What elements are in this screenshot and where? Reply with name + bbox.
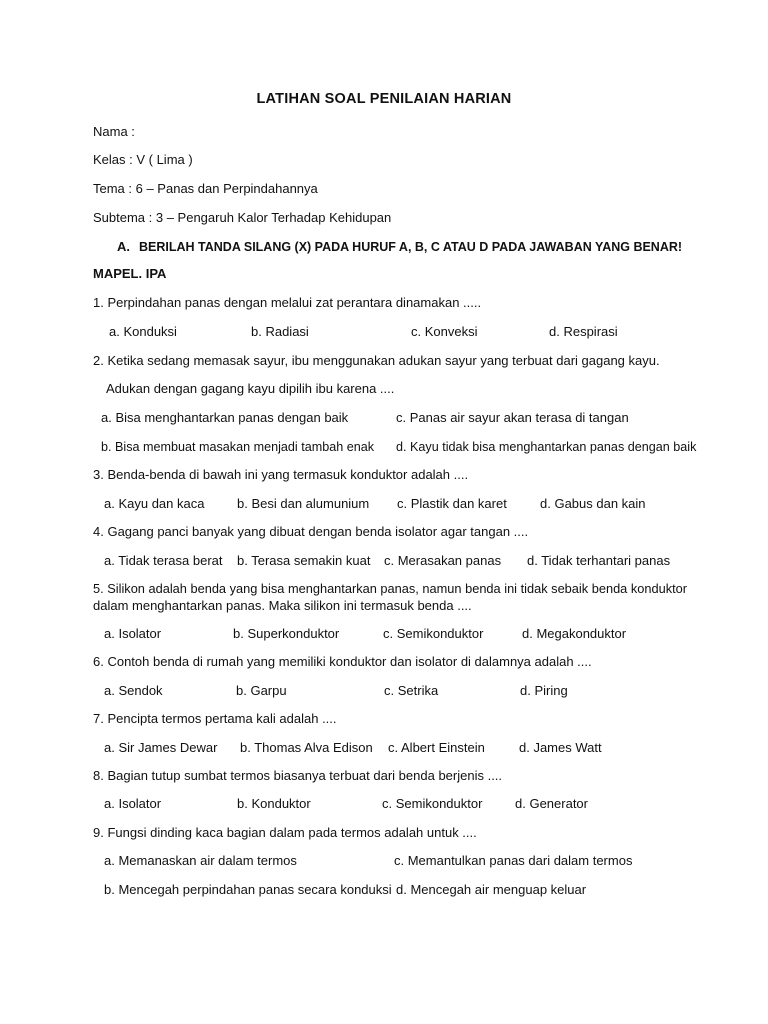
question-3: 3. Benda-benda di bawah ini yang termasuk konduktor adalah .... bbox=[93, 467, 469, 482]
q8-option-a: a. Isolator bbox=[104, 796, 162, 811]
q8-option-c: c. Semikonduktor bbox=[382, 796, 483, 811]
q9-option-d: d. Mencegah air menguap keluar bbox=[396, 882, 587, 897]
q1-option-b: b. Radiasi bbox=[251, 324, 309, 339]
q2-option-b: b. Bisa membuat masakan menjadi tambah enak bbox=[101, 440, 375, 454]
q5-option-c: c. Semikonduktor bbox=[383, 626, 484, 641]
q3-option-a: a. Kayu dan kaca bbox=[104, 496, 205, 511]
question-8: 8. Bagian tutup sumbat termos biasanya terbuat dari benda berjenis .... bbox=[93, 768, 503, 783]
question-1: 1. Perpindahan panas dengan melalui zat perantara dinamakan ..... bbox=[93, 295, 482, 310]
q7-option-a: a. Sir James Dewar bbox=[104, 740, 218, 755]
q7-option-b: b. Thomas Alva Edison bbox=[240, 740, 373, 755]
question-5: 5. Silikon adalah benda yang bisa menghantarkan panas, namun benda ini tidak sebaik benda konduktor bbox=[93, 581, 688, 596]
question-4: 4. Gagang panci banyak yang dibuat dengan benda isolator agar tangan .... bbox=[93, 524, 529, 539]
question-9: 9. Fungsi dinding kaca bagian dalam pada termos adalah untuk .... bbox=[93, 825, 477, 840]
question-5-line-2: dalam menghantarkan panas. Maka silikon ini termasuk benda .... bbox=[93, 598, 472, 613]
page-title: LATIHAN SOAL PENILAIAN HARIAN bbox=[256, 91, 512, 107]
q2-option-c: c. Panas air sayur akan terasa di tangan bbox=[396, 410, 629, 425]
instruction-text: BERILAH TANDA SILANG (X) PADA HURUF A, B, C ATAU D PADA JAWABAN YANG BENAR! bbox=[139, 240, 683, 254]
q6-option-b: b. Garpu bbox=[236, 683, 287, 698]
q3-option-c: c. Plastik dan karet bbox=[397, 496, 507, 511]
q4-option-a: a. Tidak terasa berat bbox=[104, 553, 223, 568]
subject-label: MAPEL. IPA bbox=[93, 266, 167, 281]
instruction-marker: A. bbox=[117, 239, 130, 254]
q1-option-d: d. Respirasi bbox=[549, 324, 618, 339]
question-2-line-2: Adukan dengan gagang kayu dipilih ibu karena .... bbox=[106, 381, 395, 396]
q5-option-d: d. Megakonduktor bbox=[522, 626, 627, 641]
q3-option-d: d. Gabus dan kain bbox=[540, 496, 646, 511]
q5-option-a: a. Isolator bbox=[104, 626, 162, 641]
q2-option-d: d. Kayu tidak bisa menghantarkan panas dengan baik bbox=[396, 440, 697, 454]
q8-option-b: b. Konduktor bbox=[237, 796, 311, 811]
q9-option-b: b. Mencegah perpindahan panas secara konduksi bbox=[104, 882, 392, 897]
question-6: 6. Contoh benda di rumah yang memiliki konduktor dan isolator di dalamnya adalah .... bbox=[93, 654, 592, 669]
q7-option-d: d. James Watt bbox=[519, 740, 602, 755]
q1-option-a: a. Konduksi bbox=[109, 324, 177, 339]
q3-option-b: b. Besi dan alumunium bbox=[237, 496, 370, 511]
q2-option-a: a. Bisa menghantarkan panas dengan baik bbox=[101, 410, 349, 425]
q4-option-b: b. Terasa semakin kuat bbox=[237, 553, 371, 568]
q9-option-c: c. Memantulkan panas dari dalam termos bbox=[394, 853, 633, 868]
q4-option-d: d. Tidak terhantari panas bbox=[527, 553, 671, 568]
q1-option-c: c. Konveksi bbox=[411, 324, 478, 339]
q4-option-c: c. Merasakan panas bbox=[384, 553, 502, 568]
question-7: 7. Pencipta termos pertama kali adalah .... bbox=[93, 711, 337, 726]
nama-field: Nama : bbox=[93, 124, 135, 139]
q5-option-b: b. Superkonduktor bbox=[233, 626, 340, 641]
question-2: 2. Ketika sedang memasak sayur, ibu menggunakan adukan sayur yang terbuat dari gagang kayu. bbox=[93, 353, 660, 368]
q9-option-a: a. Memanaskan air dalam termos bbox=[104, 853, 297, 868]
kelas-field: Kelas : V ( Lima ) bbox=[93, 152, 193, 167]
subtema-field: Subtema : 3 – Pengaruh Kalor Terhadap Kehidupan bbox=[93, 210, 392, 225]
q8-option-d: d. Generator bbox=[515, 796, 588, 811]
q6-option-c: c. Setrika bbox=[384, 683, 439, 698]
q7-option-c: c. Albert Einstein bbox=[388, 740, 485, 755]
tema-field: Tema : 6 – Panas dan Perpindahannya bbox=[93, 181, 318, 196]
q6-option-a: a. Sendok bbox=[104, 683, 163, 698]
q6-option-d: d. Piring bbox=[520, 683, 568, 698]
